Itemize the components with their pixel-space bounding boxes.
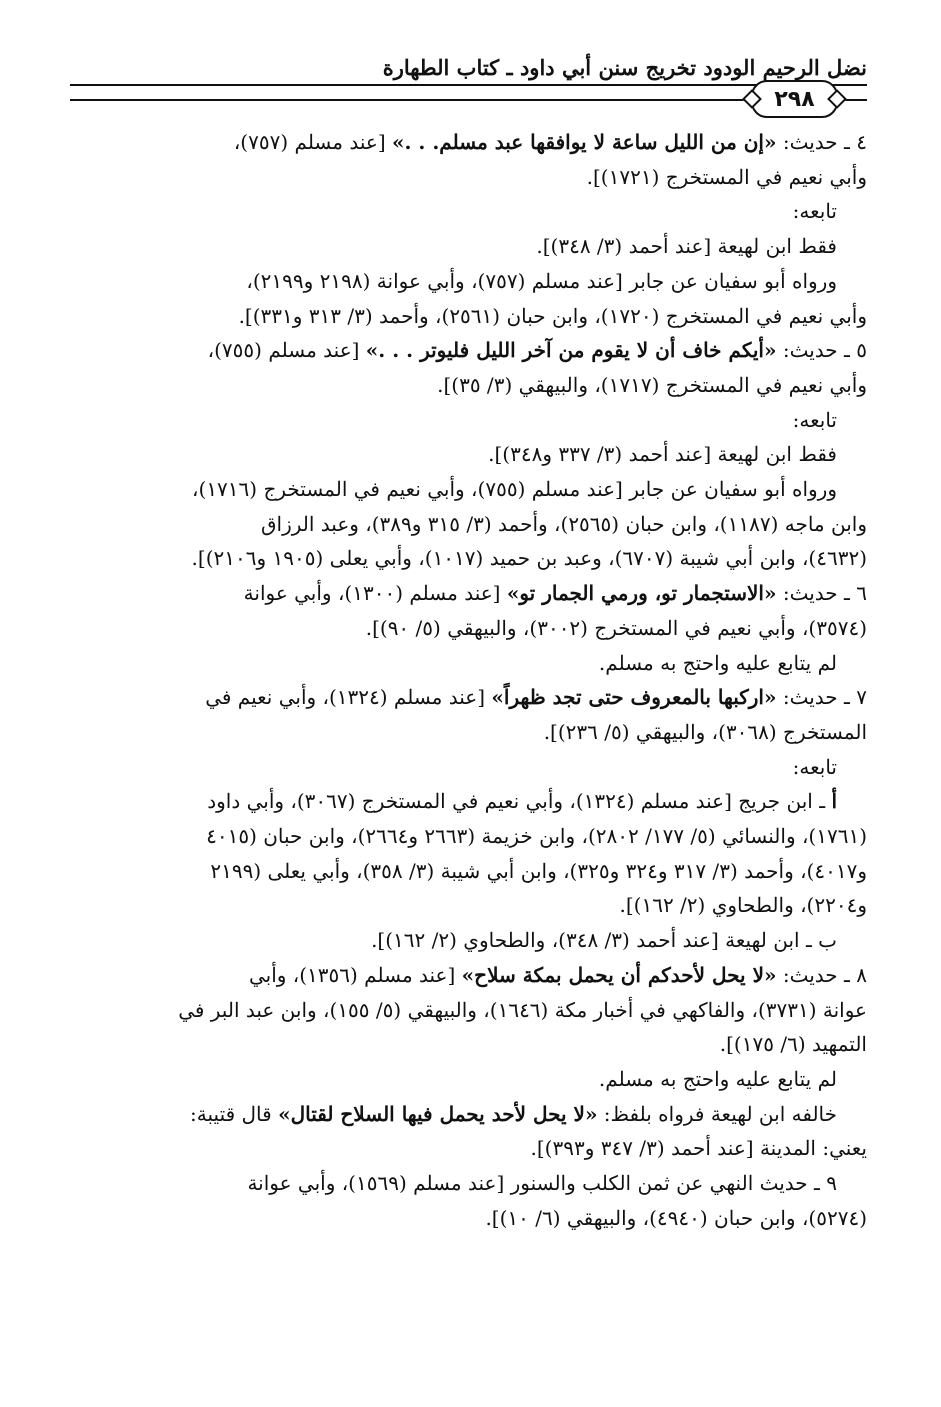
line-text: [عند مسلم (١٣٢٤)، وأبي نعيم في bbox=[205, 685, 492, 710]
line-text: [عند مسلم (٧٥٧)، bbox=[233, 130, 392, 154]
line-text: ورواه أبو سفيان عن جابر [عند مسلم (٧٥٥)، وأبي نعيم في المستخرج (١٧١٦)، bbox=[192, 477, 837, 502]
text-line bbox=[70, 472, 867, 507]
text-line bbox=[70, 680, 867, 715]
line-text: و٤٠١٧)، وأحمد (٣/ ٣١٧ و٣٢٤ و٣٢٥)، وابن أبي شيبة (٣/ ٣٥٨)، وأبي يعلى (٢١٩٩ bbox=[210, 858, 867, 883]
line-text: يعني: المدينة [عند أحمد (٣/ ٣٤٧ و٣٩٣)]. bbox=[530, 1136, 867, 1161]
line-text: [عند مسلم (١٣٥٦)، وأبي bbox=[248, 962, 462, 987]
text-line bbox=[70, 715, 867, 750]
text-line bbox=[70, 125, 867, 160]
text-line bbox=[70, 888, 867, 923]
line-text: تابعه: bbox=[792, 754, 837, 779]
line-text: ٧ ـ حديث: bbox=[776, 685, 867, 710]
text-line bbox=[70, 299, 867, 334]
text-line bbox=[70, 541, 867, 576]
line-text: المستخرج (٣٠٦٨)، والبيهقي (٥/ ٢٣٦)]. bbox=[543, 719, 867, 744]
page-body bbox=[70, 125, 867, 1236]
text-line bbox=[70, 1166, 867, 1201]
line-text: وابن ماجه (١١٨٧)، وابن حبان (٢٥٦٥)، وأحمد (٣/ ٣١٥ و٣٨٩)، وعبد الرزاق bbox=[261, 511, 867, 536]
hadith-quote: «اركبها بالمعروف حتى تجد ظهراً» bbox=[491, 685, 777, 710]
text-line bbox=[70, 160, 867, 195]
header-rule-top bbox=[70, 84, 867, 86]
line-text: خالفه ابن لهيعة فرواه بلفظ: bbox=[597, 1101, 837, 1126]
text-line bbox=[70, 1201, 867, 1236]
hadith-quote: «أيكم خاف أن لا يقوم من آخر الليل فليوتر . . .» bbox=[365, 338, 777, 363]
text-line bbox=[70, 958, 867, 993]
line-text: التمهيد (٦/ ١٧٥)]. bbox=[719, 1032, 867, 1057]
text-line bbox=[70, 333, 867, 368]
line-text: قال قتيبة: bbox=[190, 1101, 279, 1126]
text-line bbox=[70, 646, 867, 681]
hadith-quote: أ bbox=[831, 789, 837, 814]
line-text: ٩ ـ حديث النهي عن ثمن الكلب والسنور [عند مسلم (١٥٦٩)، وأبي عوانة bbox=[247, 1171, 837, 1196]
line-text: ٥ ـ حديث: bbox=[776, 338, 867, 363]
line-text: ورواه أبو سفيان عن جابر [عند مسلم (٧٥٧)، وأبي عوانة (٢١٩٨ و٢١٩٩)، bbox=[246, 268, 837, 293]
line-text: (٤٦٣٢)، وابن أبي شيبة (٦٧٠٧)، وعبد بن حميد (١٠١٧)، وأبي يعلى (١٩٠٥ و٢١٠٦)]. bbox=[191, 546, 867, 571]
line-text: ٨ ـ حديث: bbox=[776, 962, 867, 987]
line-text: وأبي نعيم في المستخرج (١٧٢٠)، وابن حبان (٢٥٦١)، وأحمد (٣/ ٣١٣ و٣٣١)]. bbox=[238, 303, 867, 328]
line-text: ـ ابن جريج [عند مسلم (١٣٢٤)، وأبي نعيم في المستخرج (٣٠٦٧)، وأبي داود bbox=[207, 789, 832, 814]
text-line bbox=[70, 611, 867, 646]
line-text: (٣٥٧٤)، وأبي نعيم في المستخرج (٣٠٠٢)، والبيهقي (٥/ ٩٠)]. bbox=[365, 615, 867, 640]
line-text: تابعه: bbox=[792, 199, 837, 224]
line-text: ب ـ ابن لهيعة [عند أحمد (٣/ ٣٤٨)، والطحاوي (٢/ ١٦٢)]. bbox=[371, 928, 837, 953]
line-text: فقط ابن لهيعة [عند أحمد (٣/ ٣٤٨)]. bbox=[536, 234, 837, 259]
text-line bbox=[70, 854, 867, 889]
line-text: تابعه: bbox=[792, 407, 837, 432]
text-line bbox=[70, 923, 867, 958]
line-text: و٢٢٠٤)، والطحاوي (٢/ ١٦٢)]. bbox=[619, 893, 867, 918]
line-text: فقط ابن لهيعة [عند أحمد (٣/ ٣٣٧ و٣٤٨)]. bbox=[488, 442, 837, 467]
hadith-quote: «إن من الليل ساعة لا يوافقها عبد مسلم. . .» bbox=[391, 130, 777, 154]
text-line bbox=[70, 993, 867, 1028]
hadith-quote: «لا يحل لأحدكم أن يحمل بمكة سلاح» bbox=[461, 962, 777, 987]
line-text: وأبي نعيم في المستخرج (١٧٢١)]. bbox=[586, 164, 867, 189]
text-line bbox=[70, 1097, 867, 1132]
line-text: لم يتابع عليه واحتج به مسلم. bbox=[598, 1066, 837, 1091]
text-line bbox=[70, 1131, 867, 1166]
line-text: وأبي نعيم في المستخرج (١٧١٧)، والبيهقي (٣/ ٣٥)]. bbox=[437, 372, 867, 397]
text-line bbox=[70, 368, 867, 403]
line-text: عوانة (٣٧٣١)، والفاكهي في أخبار مكة (١٦٤٦)، والبيهقي (٥/ ١٥٥)، وابن عبد البر في bbox=[178, 997, 867, 1022]
line-text: ٦ ـ حديث: bbox=[776, 581, 867, 606]
text-line bbox=[70, 264, 867, 299]
line-text: لم يتابع عليه واحتج به مسلم. bbox=[598, 650, 837, 675]
text-line bbox=[70, 1062, 867, 1097]
text-line bbox=[70, 784, 867, 819]
header-rule-left bbox=[70, 99, 746, 101]
page-number-badge bbox=[751, 80, 838, 118]
line-text: [عند مسلم (١٣٠٠)، وأبي عوانة bbox=[243, 581, 507, 606]
text-line bbox=[70, 507, 867, 542]
text-line bbox=[70, 229, 867, 264]
line-text: [عند مسلم (٧٥٥)، bbox=[207, 338, 366, 363]
line-text: (١٧٦١)، والنسائي (٥/ ١٧٧/ ٢٨٠٢)، وابن خزيمة (٢٦٦٣ و٢٦٦٤)، وابن حبان (٤٠١٥ bbox=[206, 824, 867, 849]
text-line bbox=[70, 437, 867, 472]
text-line bbox=[70, 576, 867, 611]
text-line bbox=[70, 194, 867, 229]
line-text: (٥٢٧٤)، وابن حبان (٤٩٤٠)، والبيهقي (٦/ ١٠)]. bbox=[485, 1205, 867, 1230]
hadith-quote: «لا يحل لأحد يحمل فيها السلاح لقتال» bbox=[278, 1101, 598, 1126]
page-number: ٢٩٨ bbox=[774, 86, 815, 112]
running-title: نضل الرحيم الودود تخريج سنن أبي داود ـ كتاب الطهارة bbox=[382, 55, 867, 80]
text-line bbox=[70, 750, 867, 785]
text-line bbox=[70, 819, 867, 854]
text-line bbox=[70, 1027, 867, 1062]
text-line bbox=[70, 403, 867, 438]
hadith-quote: «الاستجمار تو، ورمي الجمار تو» bbox=[506, 581, 777, 606]
line-text: ٤ ـ حديث: bbox=[776, 130, 867, 154]
